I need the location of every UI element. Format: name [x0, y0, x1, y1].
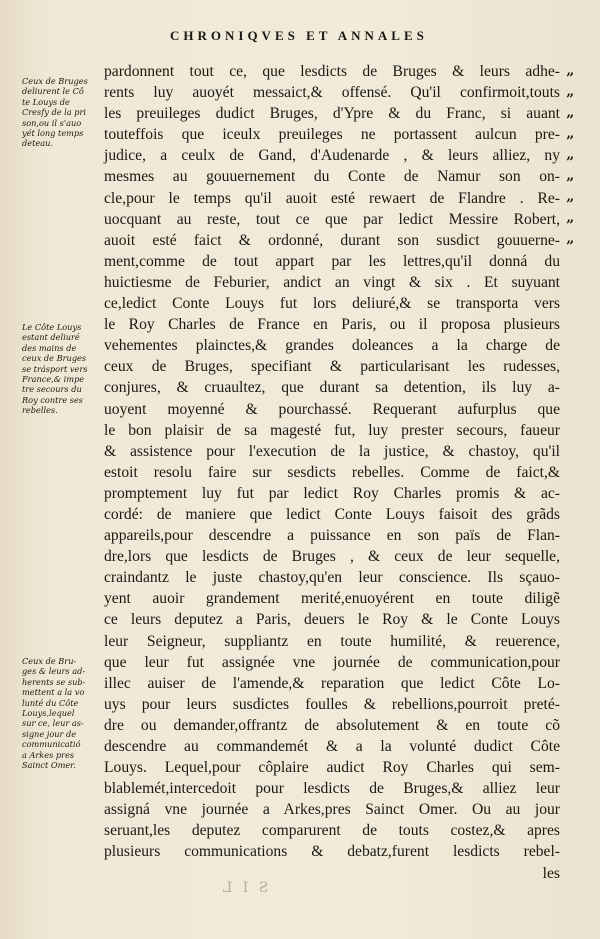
quote-mark: ” [566, 134, 575, 150]
marginal-line: ges & leurs ad- [22, 666, 86, 677]
text-line: illec auiser de l'amende,& reparation que ledict Côte Lo- [104, 674, 560, 692]
marginal-note-3 [22, 656, 102, 770]
marginal-line: des mains de [22, 342, 77, 353]
text-line: descendre au commandemét & a la volunté dudict Côte [104, 738, 560, 755]
text-line: blablemét,intercedoit pour lesdicts de Bruges,& alliez leur [104, 780, 560, 798]
quote-mark: ” [566, 71, 575, 87]
marginal-line: deliurent le Cô [22, 86, 84, 97]
marginal-line: deteau. [22, 138, 53, 149]
text-line: que leur fut assignée vne journée de communication,pour [104, 653, 560, 671]
text-line: ceux de Bruges, specifiant & particularisant les rudesses, [104, 358, 560, 376]
quote-mark: ” [566, 155, 575, 171]
text-line: uoyent moyenné & pourchassé. Requerant aufurplus que [104, 400, 560, 418]
marginal-line: communicatió [22, 739, 81, 750]
marginal-line: Ceux de Bruges [22, 76, 88, 86]
text-line: le bon plaisir de sa magesté fut, luy prester secours, faueur [104, 421, 560, 439]
text-line: ce,ledict Conte Louys fut lors deliuré,& se transporta vers [104, 295, 560, 313]
quote-mark: ” [566, 239, 575, 255]
marginal-line: mettent a la vo [22, 687, 85, 698]
marginal-line: signe jour de [22, 728, 77, 739]
marginal-line: Roy contre ses [22, 394, 84, 405]
marginal-line: yét long temps [22, 128, 84, 139]
text-line: promptement luy fut par ledict Roy Charles promis & ac- [104, 484, 560, 502]
quote-mark: ” [566, 197, 575, 213]
text-line: leur Seigneur, suppliantz en toute humilité, & reuerence, [104, 632, 560, 650]
marginal-line: rebelles. [22, 405, 58, 416]
marginal-note-1 [22, 76, 102, 149]
text-line: mesmes au gouuernement du Conte de Namur son on- [104, 168, 560, 186]
text-line: les [542, 864, 560, 882]
text-line: dre ou demander,offrantz de absolutement & en toute cõ [104, 716, 560, 734]
marginal-line: estant deliuré [22, 332, 80, 343]
text-line: uys pour leurs susdictes foulles & rebellions,pourroit preté- [104, 695, 560, 713]
text-line: seruant,les deputez comparurent de touts costez,& apres [104, 822, 560, 840]
text-line: cordé: de maniere que ledict Conte Louys faisoit des grãds [104, 505, 560, 523]
text-line: yent auoir grandement merité,enuoyérent en toute diligẽ [104, 590, 560, 608]
text-line: vehementes plainctes,& grandes doleances a la charge de [104, 337, 560, 355]
quote-mark: ” [566, 113, 575, 129]
marginal-line: a Arkes pres [22, 749, 75, 760]
text-line: plusieurs communications & debatz,furent lesdicts rebel- [104, 843, 560, 861]
text-line: ment,comme de tout appart par les lettres,qu'il donná du [104, 252, 560, 270]
text-line: auoit esté faict & ordonné, durant son susdict gouuerne- [104, 231, 560, 249]
text-line: cle,pour le temps qu'il auoit esté rewaert de Flandre . Re- [104, 189, 560, 207]
text-line: estoit resolu faire sur sesdicts rebelles. Comme de faict,& [104, 463, 560, 481]
marginal-line: Cresfy de la pri [22, 107, 87, 118]
quote-mark: ” [566, 176, 575, 192]
bleed-through-text: S I L [220, 880, 269, 896]
marginal-line: Sainct Omer. [22, 760, 76, 771]
marginal-line: son,ou il s'auo [22, 117, 82, 128]
marginal-line: Le Côte Louys [22, 322, 82, 332]
text-line: le Roy Charles de France en Paris, ou il proposa plusieurs [104, 316, 560, 334]
marginal-line: ceux de Bruges [22, 353, 87, 364]
quote-mark: ” [566, 218, 575, 234]
marginal-line: sur ce, leur as- [22, 718, 84, 729]
text-line: assigná vne journée a Arkes,pres Sainct Omer. Ou au jour [104, 801, 560, 819]
text-line: huictiesme de Feburier, andict an vingt & six . Et suyuant [104, 273, 560, 291]
text-line: appareils,pour descendre a puissance en son païs de Flan- [104, 527, 560, 545]
text-line: judice, a ceulx de Gand, d'Audenarde , & leurs alliez, ny [104, 147, 560, 165]
text-line: dre,lors que lesdicts de Bruges , & ceux de leur sequelle, [104, 548, 560, 566]
marginal-line: herents se sub- [22, 676, 86, 687]
text-line: Louys. Lequel,pour côplaire audict Roy Charles qui sem- [104, 759, 560, 777]
marginal-line: tre secours du [22, 384, 82, 395]
marginal-line: te Louys de [22, 96, 70, 107]
running-header: CHRONIQVES ET ANNALES [170, 28, 428, 43]
text-line: & assistence pour l'execution de la justice, & chastoy, qu'il [104, 442, 560, 460]
body-text [104, 61, 560, 884]
text-line: conjures, & cruaultez, que durant sa detention, ils luy a- [104, 379, 560, 397]
marginal-line: France,& impe [22, 374, 85, 385]
text-line: ce leurs deputez a Paris, deuers le Roy & le Conte Louys [104, 611, 560, 629]
text-line: pardonnent tout ce, que lesdicts de Bruges & leurs adhe- [104, 63, 560, 80]
text-line: craindantz le juste chastoy,qu'en leur conscience. Ils sçauo- [104, 569, 560, 587]
marginal-line: lunté du Côte [22, 697, 79, 708]
text-line: touteffois que iceulx preuileges ne portassent aulcun pre- [104, 126, 560, 144]
text-line: les preuileges dudict Bruges, d'Ypre & du Franc, si auant [104, 105, 560, 123]
text-line: rents luy auoyét messaict,& offensé. Qu'il confirmoit,touts [104, 84, 560, 102]
marginal-line: Ceux de Bru- [22, 656, 77, 666]
marginal-note-2 [22, 322, 102, 416]
marginal-line: Louys,lequel [22, 708, 75, 719]
text-line: uocquant au reste, tout ce que par ledict Messire Robert, [104, 210, 560, 228]
marginal-line: se trásport vers [22, 363, 88, 374]
quote-mark: ” [566, 92, 575, 108]
